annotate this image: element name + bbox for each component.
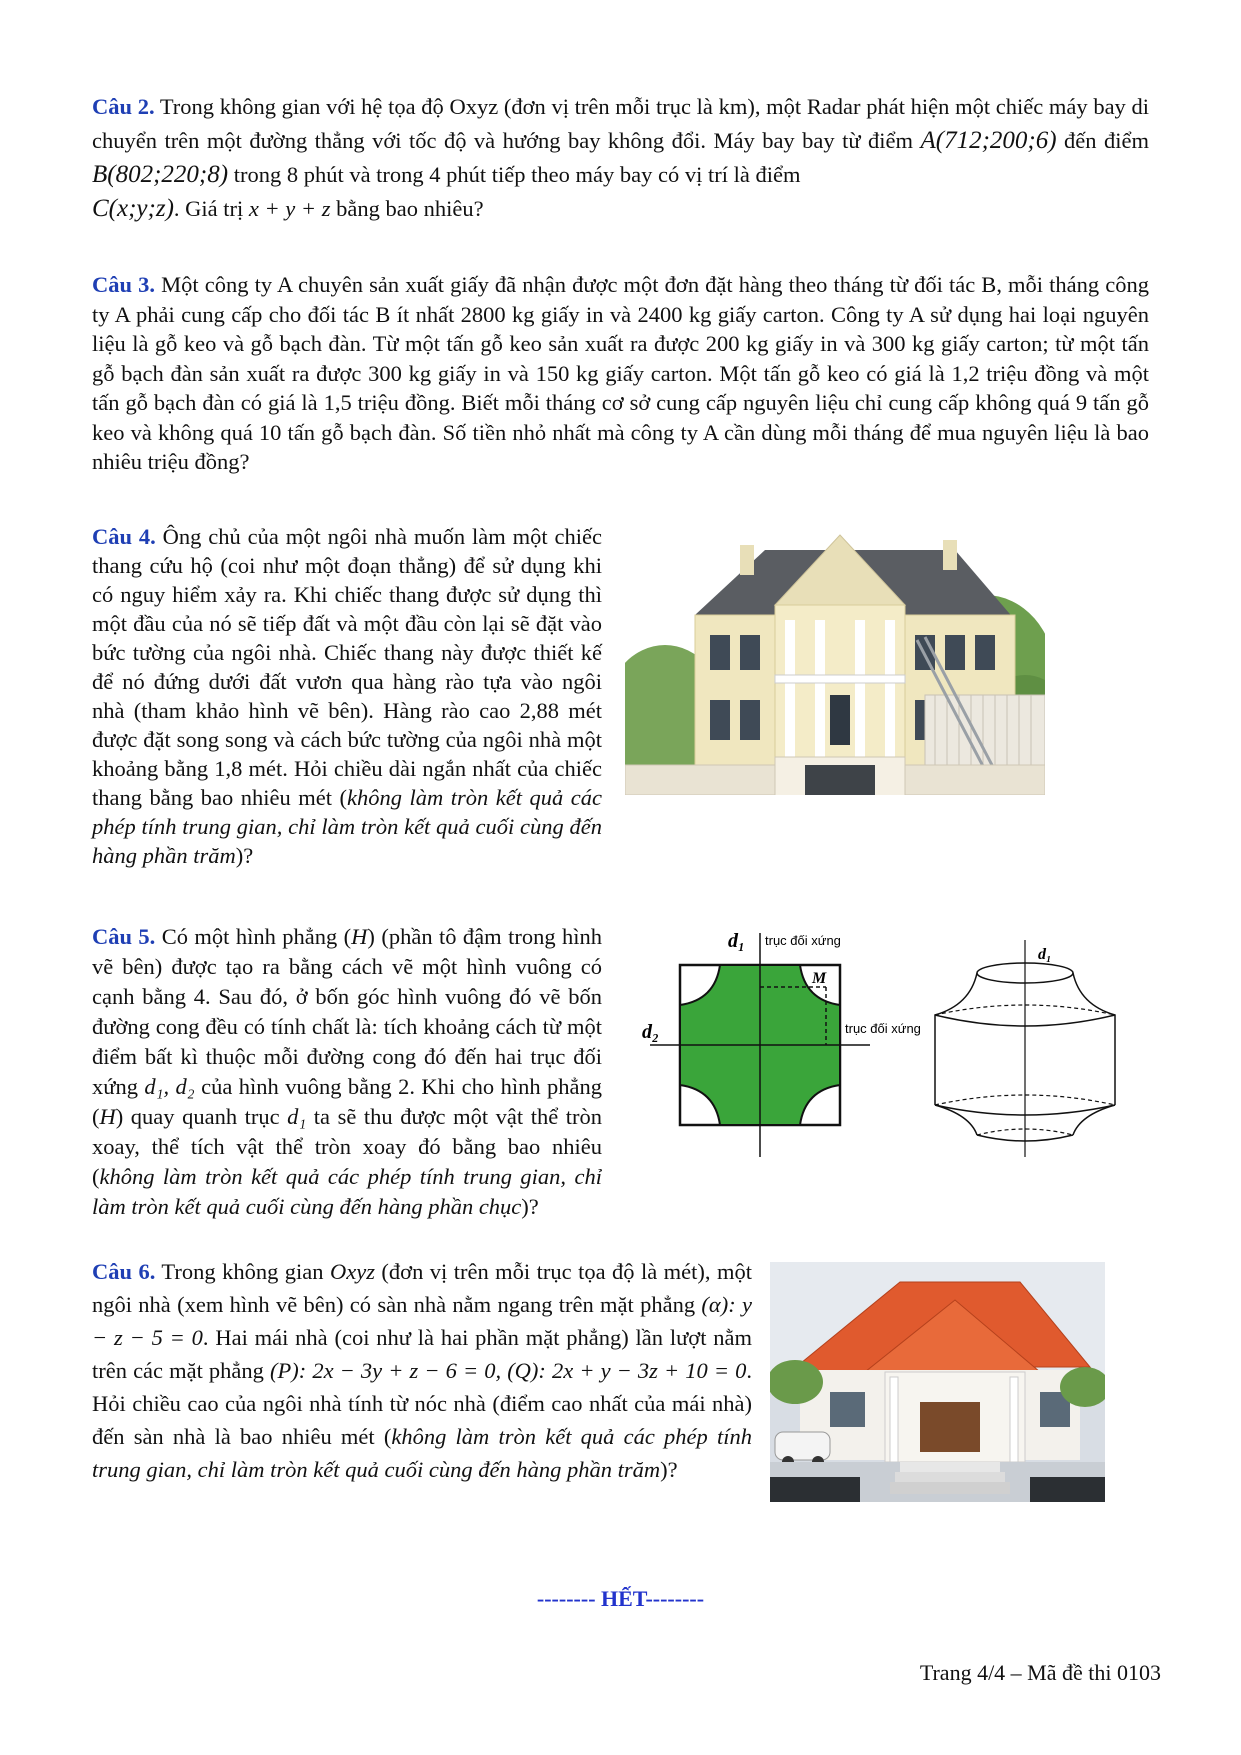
question-2-end: bằng bao nhiêu? [330,196,484,221]
question-2-text-d: . Giá trị [173,196,249,221]
solid-label-d1: d₁ [1038,946,1052,963]
question-4-label: Câu 4. [92,524,156,549]
question-5-figure [640,925,1150,1165]
label-d2: d₂ [642,1021,659,1043]
question-4-note: không làm tròn kết quả các phép tính trung gian, chỉ làm tròn kết quả cuối cùng đến hàng phần trăm [92,785,602,868]
point-c: C(x;y;z) [92,195,174,222]
square-and-solid-diagram [640,925,1150,1165]
shape-h: H [351,924,368,949]
question-6-label: Câu 6. [92,1259,156,1284]
axes-d1-d2: d₁, d₂ [144,1074,195,1099]
axis-d1: d₁ [287,1104,307,1129]
question-6-text-c: . Hai mái nhà (coi như là hai phần mặt phẳng) lần lượt nằm trên các mặt phẳng [92,1325,753,1383]
end-mark: -------- HẾT-------- [536,1586,705,1611]
label-m: M [812,970,827,987]
question-4 [92,522,602,870]
question-6 [92,1255,752,1486]
question-5-text-a: Có một hình phẳng ( [155,924,352,949]
question-5-text-b: ) (phần tô đậm trong hình vẽ bên) được tạo ra bằng cách vẽ một hình vuông có cạnh bằng 4. Sau đó, ở bốn góc hình vuông đó vẽ bốn đường cong đều có tính chất là: tích khoảng cách từ một điểm bất kì thuộc mỗi đường cong đó đến hai trục đối xứng [92,924,602,1099]
plane-alpha: (α): y − z − 5 = 0 [92,1292,752,1350]
house-image [770,1262,1105,1502]
question-2-text-b: đến điểm [1056,128,1149,153]
sum-expression: x + y + z [248,196,331,221]
question-6-note: không làm tròn kết quả các phép tính trung gian, chỉ làm tròn kết quả cuối cùng đến hàng phần trăm [92,1424,752,1482]
question-3-text: Một công ty A chuyên sản xuất giấy đã nhận được một đơn đặt hàng theo tháng từ đối tác B, mỗi tháng công ty A phải cung cấp cho đối tác B ít nhất 2800 kg giấy in và 2400 kg giấy carton. Công ty A sử dụng hai loại nguyên liệu là gỗ keo và gỗ bạch đàn. Từ một tấn gỗ keo sản xuất ra được 200 kg giấy in và 300 kg giấy carton; từ một tấn gỗ bạch đàn sản xuất ra được 300 kg giấy in và 150 kg giấy carton. Một tấn gỗ keo có giá là 1,2 triệu đồng và một tấn gỗ bạch đàn có giá là 1,5 triệu đồng. Biết mỗi tháng cơ sở cung cấp nguyên liệu chỉ cung cấp không quá 9 tấn gỗ keo và không quá 10 tấn gỗ bạch đàn. Số tiền nhỏ nhất mà công ty A cần dùng mỗi tháng để mua nguyên liệu là bao nhiêu triệu đồng? [92,272,1149,474]
question-5-text-c: của hình vuông bằng 2. Khi cho hình phẳng ( [92,1074,603,1129]
question-6-text-b: (đơn vị trên mỗi trục tọa độ là mét), một ngôi nhà (xem hình vẽ bên) có sàn nhà nằm ngang trên mặt phẳng [92,1259,753,1317]
question-4-text: Ông chủ của một ngôi nhà muốn làm một chiếc thang cứu hộ (coi như một đoạn thẳng) để sử dụng khi có nguy hiểm xảy ra. Khi chiếc thang được sử dụng thì một đầu của nó sẽ tiếp đất và một đầu còn lại sẽ đặt vào bức tường của ngôi nhà. Chiếc thang này được thiết kế để nó đứng dưới đất vươn qua hàng rào tựa vào ngôi nhà (tham khảo hình vẽ bên). Hàng rào cao 2,88 mét được đặt song song và cách bức tường của ngôi nhà một khoảng bằng 1,8 mét. Hỏi chiều dài ngắn nhất của chiếc thang bằng bao nhiêu mét ( [92,524,603,810]
question-3-label: Câu 3. [92,272,155,297]
point-b: B(802;220;8) [92,161,229,188]
question-5-upper [92,922,602,1222]
page-footer: Trang 4/4 – Mã đề thi 0103 [919,1660,1161,1685]
question-3 [92,270,1149,477]
question-6-text-a: Trong không gian [155,1259,330,1284]
question-5-text-d: ) quay quanh trục [115,1104,288,1129]
oxyz-label: Oxyz [329,1259,375,1284]
plane-p: (P): 2x − 3y + z − 6 = 0, [270,1358,502,1383]
question-5-end: )? [521,1194,539,1219]
label-d1: d₁ [728,930,745,952]
question-6-text-d: . Hỏi chiều cao của ngôi nhà tính từ nóc nhà (điểm cao nhất của mái nhà) đến sàn nhà là bao nhiêu mét ( [92,1358,753,1449]
mansion-illustration [625,525,1045,825]
plane-q: (Q): 2x + y − 3z + 10 = 0 [507,1358,747,1383]
question-2-text: Trong không gian với hệ tọa độ Oxyz (đơn vị trên mỗi trục là km), một Radar phát hiện một chiếc máy bay di chuyển trên một đường thẳng với tốc độ và hướng bay không đổi. Máy bay bay từ điểm [92,94,1149,153]
question-5-label: Câu 5. [92,924,156,949]
house-illustration [770,1262,1105,1502]
question-4-end: )? [235,843,254,868]
question-2-text-c: trong 8 phút và trong 4 phút tiếp theo máy bay có vị trí là điểm [228,162,801,187]
shape-h-2: H [99,1104,116,1129]
question-2 [92,90,1149,226]
question-2-label: Câu 2. [92,94,155,119]
axis2-caption: trục đối xứng [845,1021,921,1036]
question-6-end: )? [660,1457,678,1482]
question-5-text-e: ta sẽ thu được một vật thể tròn xoay, thể tích vật thể tròn xoay đó bằng bao nhiêu ( [92,1104,602,1189]
question-5-note: không làm tròn kết quả các phép tính trung gian, chỉ làm tròn kết quả cuối cùng đến hàng phần chục [92,1164,602,1219]
axis1-caption: trục đối xứng [765,933,841,948]
mansion-image [625,525,1045,825]
point-a: A(712;200;6) [920,127,1057,154]
